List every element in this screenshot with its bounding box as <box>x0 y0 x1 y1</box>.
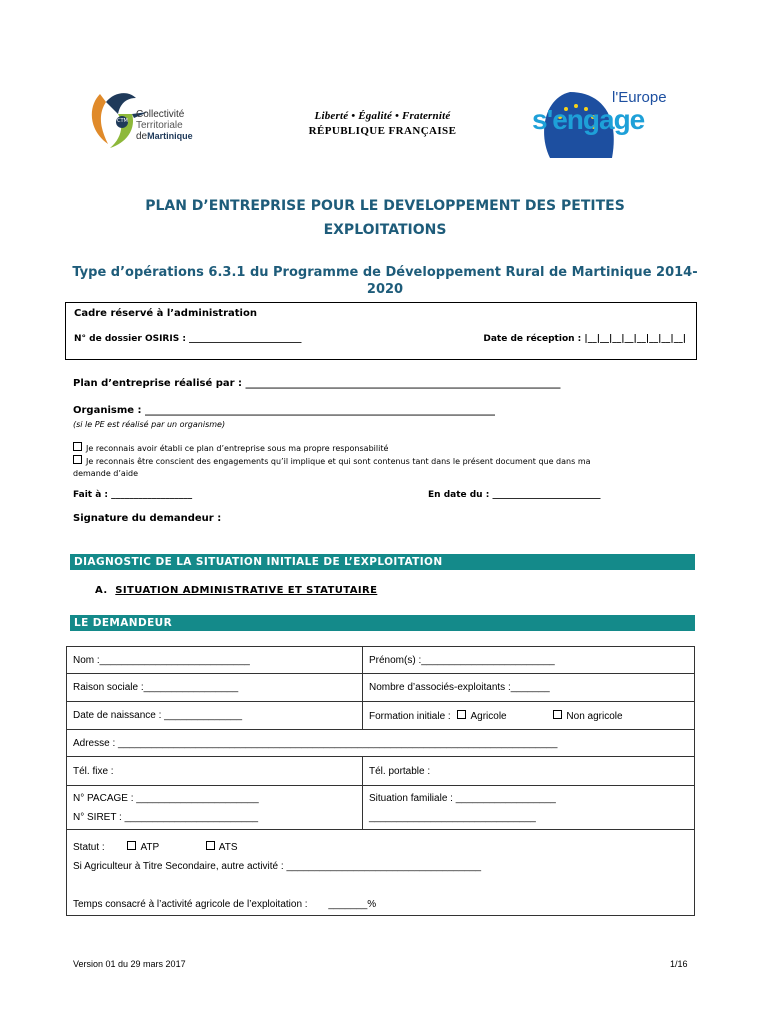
adresse-field[interactable]: Adresse : _______________________________________________________________________________ <box>67 730 695 757</box>
ats-checkbox[interactable] <box>206 841 215 850</box>
formation-initiale-field: Formation initiale : Agricole Non agricole <box>363 702 695 730</box>
prenom-field[interactable]: Prénom(s) :________________________ <box>363 647 695 674</box>
en-date-du-field[interactable]: En date du : ________________________ <box>428 490 601 500</box>
admin-reserved-box <box>65 302 697 360</box>
section-a-heading: A. SITUATION ADMINISTRATIVE ET STATUTAIRE <box>95 585 378 596</box>
organisme-field[interactable]: Organisme : ______________________________________________________________________ <box>73 405 496 416</box>
attestation-1-checkbox[interactable] <box>73 442 82 451</box>
temps-consacre-field[interactable]: _______% <box>328 899 377 910</box>
republique-name: RÉPUBLIQUE FRANÇAISE <box>308 125 457 137</box>
section-demandeur-header: LE DEMANDEUR <box>70 615 695 631</box>
attestation-1[interactable]: Je reconnais avoir établi ce plan d’entreprise sous ma propre responsabilité <box>73 442 388 455</box>
footer-page-number: 1/16 <box>670 959 688 969</box>
statut-row: Statut : ATP ATS <box>73 842 238 853</box>
temps-consacre-row: Temps consacré à l’activité agricole de l’exploitation : _______% <box>73 899 377 910</box>
section-diagnostic-header: DIAGNOSTIC DE LA SITUATION INITIALE DE L’EXPLOITATION <box>70 554 695 570</box>
document-title-line2: EXPLOITATIONS <box>323 222 447 238</box>
nombre-associes-field[interactable]: Nombre d’associés-exploitants :_______ <box>363 674 695 702</box>
ctm-logo-text: Collectivité Territoriale deMartinique <box>136 109 193 142</box>
signature-label: Signature du demandeur : <box>73 513 222 524</box>
situation-familiale-blank[interactable]: ______________________________ <box>369 811 536 823</box>
document-subtitle-line1: Type d’opérations 6.3.1 du Programme de Développement Rural de Martinique 2014- <box>72 265 698 280</box>
republique-motto: Liberté • Égalité • Fraternité <box>314 110 451 122</box>
agricole-checkbox[interactable] <box>457 710 466 719</box>
europe-logo <box>530 84 680 159</box>
document-subtitle-line2: 2020 <box>366 282 404 297</box>
situation-familiale-field[interactable]: Situation familiale : __________________ <box>369 792 556 804</box>
non-agricole-checkbox[interactable] <box>553 710 562 719</box>
eu-text-line2: s'engage <box>532 104 645 135</box>
siret-field[interactable]: N° SIRET : ________________________ <box>73 811 259 823</box>
eu-text-line1: l'Europe <box>612 89 667 106</box>
autre-activite-field[interactable]: Si Agriculteur à Titre Secondaire, autre activité : ___________________________________ <box>73 861 482 872</box>
admin-box-title: Cadre réservé à l’administration <box>74 308 257 319</box>
fait-a-field[interactable]: Fait à : __________________ <box>73 490 193 500</box>
attestation-2[interactable]: Je reconnais être conscient des engagements qu’il implique et qui sont contenus tant dans le présent document que dans ma demande d’aide <box>73 457 591 478</box>
ctm-badge: CTM <box>117 118 128 124</box>
plan-realise-par-field[interactable]: Plan d’entreprise réalisé par : _______________________________________________________________ <box>73 378 561 389</box>
tel-fixe-field[interactable]: Tél. fixe : <box>67 757 363 786</box>
organisme-note: (si le PE est réalisé par un organisme) <box>73 420 226 429</box>
date-naissance-field[interactable]: Date de naissance : ______________ <box>67 702 363 730</box>
pacage-field[interactable]: N° PACAGE : ______________________ <box>73 792 259 804</box>
atp-checkbox[interactable] <box>127 841 136 850</box>
raison-sociale-field[interactable]: Raison sociale :_________________ <box>67 674 363 702</box>
footer-version: Version 01 du 29 mars 2017 <box>73 959 186 969</box>
reception-date-field[interactable]: Date de réception : |__|__|__|__|__|__|__|__| <box>483 334 686 344</box>
republique-logo <box>305 110 460 137</box>
attestation-2-checkbox[interactable] <box>73 455 82 464</box>
nom-field[interactable]: Nom :___________________________ <box>67 647 363 674</box>
document-title-line1: PLAN D’ENTREPRISE POUR LE DEVELOPPEMENT DES PETITES <box>145 198 625 214</box>
osiris-number-field[interactable]: N° de dossier OSIRIS : _________________________ <box>74 334 302 344</box>
tel-portable-field[interactable]: Tél. portable : <box>363 757 695 786</box>
demandeur-form-table <box>66 646 695 916</box>
